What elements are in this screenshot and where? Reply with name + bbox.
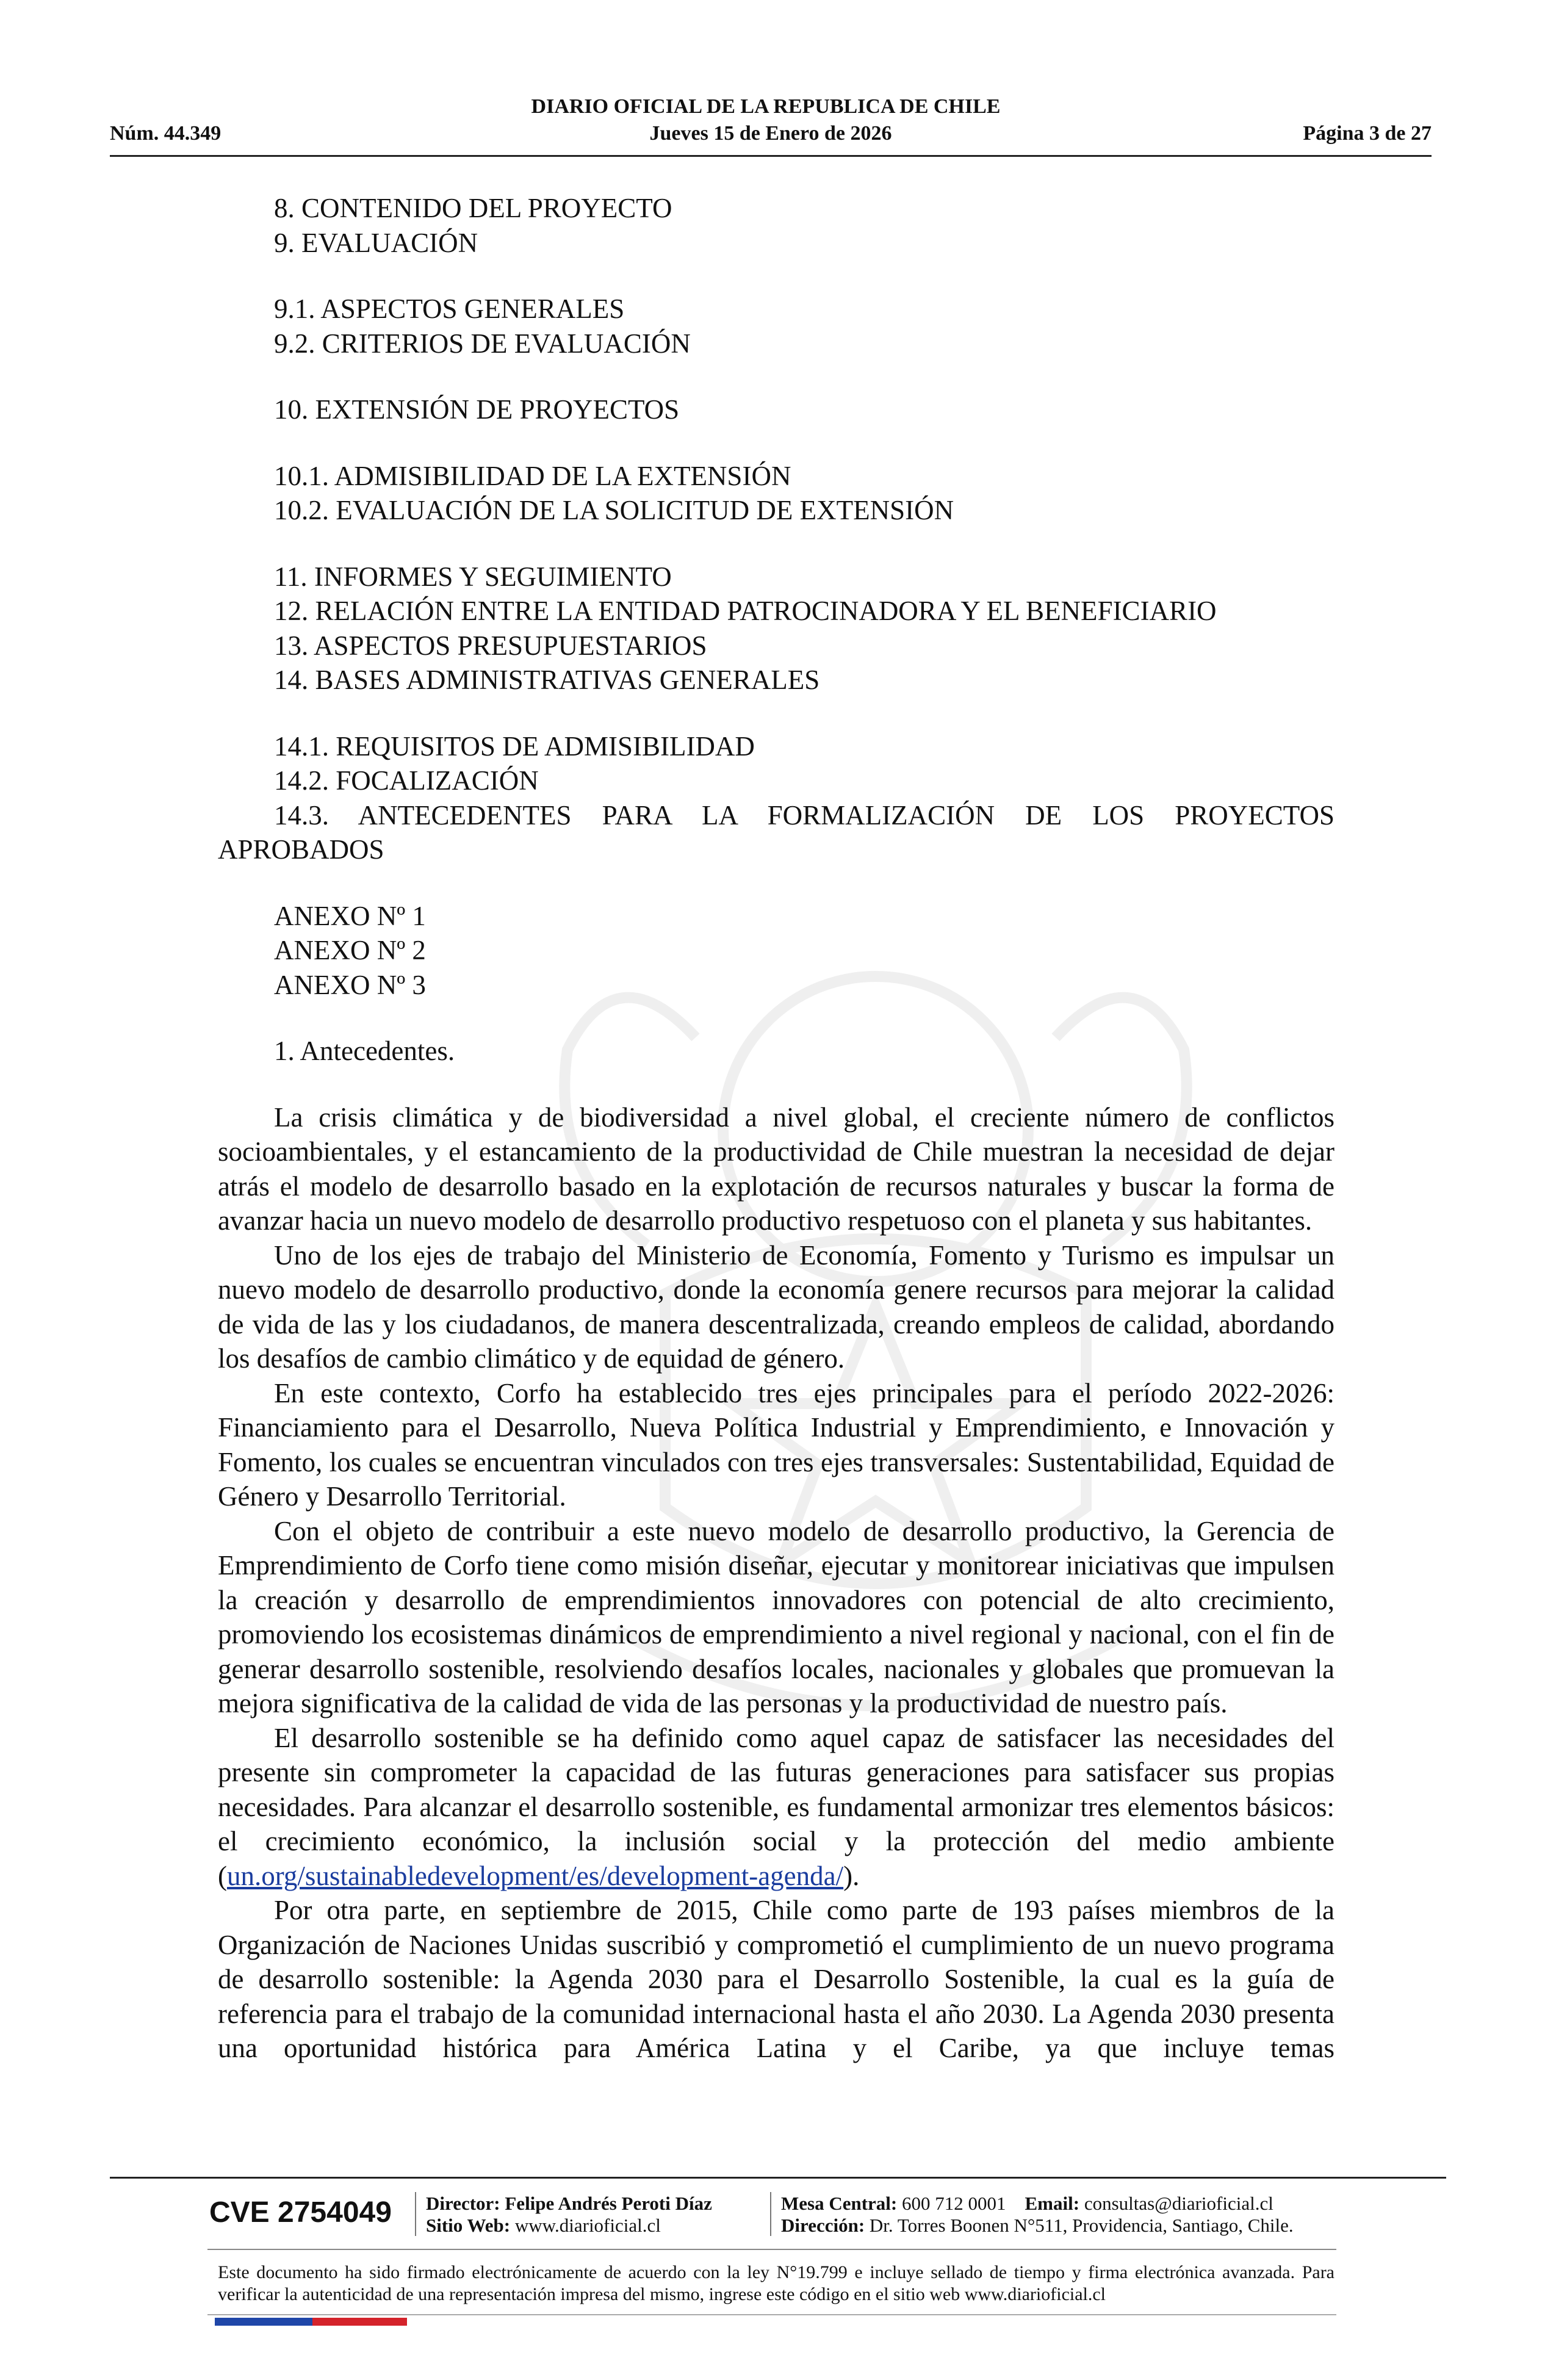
toc-item: 10.2. EVALUACIÓN DE LA SOLICITUD DE EXTENSIÓN bbox=[274, 495, 954, 525]
toc-item: 10.1. ADMISIBILIDAD DE LA EXTENSIÓN bbox=[274, 460, 791, 491]
director-label: Director: bbox=[426, 2193, 500, 2214]
footer-director-block bbox=[426, 2193, 712, 2237]
paragraph-text: El desarrollo sostenible se ha definido como aquel capaz de satisfacer las necesidades del presente sin comprometer la capacidad de las futuras generaciones para satisfacer sus propias necesidades. Para alcanzar el desarrollo sostenible, es fundamental armonizar tres elementos básicos: el crecimiento económico, la inclusión social y la protección del medio ambiente ( bbox=[218, 1722, 1334, 1891]
website-label: Sitio Web: bbox=[426, 2215, 511, 2236]
section-heading: 1. Antecedentes. bbox=[274, 1036, 455, 1066]
toc-item-14-3-line2: APROBADOS bbox=[218, 834, 384, 865]
director-name: Felipe Andrés Peroti Díaz bbox=[505, 2193, 712, 2214]
mesa-central-label: Mesa Central: bbox=[781, 2193, 898, 2214]
paragraph-sustainable-development bbox=[218, 1721, 1334, 1894]
issue-number: Núm. 44.349 bbox=[110, 122, 222, 145]
newspaper-title: DIARIO OFICIAL DE LA REPUBLICA DE CHILE bbox=[531, 95, 1001, 118]
address-label: Dirección: bbox=[781, 2215, 865, 2236]
signature-disclaimer: Este documento ha sido firmado electrónicamente de acuerdo con la ley N°19.799 e incluye sellado de tiempo y firma electrónica avanzada. Para verificar la autenticidad de una representación impresa del mismo, ingrese este código en el sitio web www.diarioficial.cl bbox=[218, 2262, 1334, 2304]
document-body bbox=[218, 191, 1334, 2066]
paragraph: Uno de los ejes de trabajo del Ministerio de Economía, Fomento y Turismo es impulsar un nuevo modelo de desarrollo productivo, donde la economía genere recursos para mejorar la calidad de vida de las y los ciudadanos, de manera descentralizada, creando empleos de calidad, abordando los desafíos de cambio climático y de equidad de género. bbox=[218, 1239, 1334, 1374]
annex-list bbox=[218, 899, 1334, 1003]
footer-separator bbox=[770, 2192, 771, 2236]
header-divider bbox=[110, 155, 1432, 157]
annex-item: ANEXO Nº 1 bbox=[274, 900, 426, 931]
toc-item-14-3-line1: 14.3. ANTECEDENTES PARA LA FORMALIZACIÓN DE LOS PROYECTOS bbox=[274, 799, 1334, 831]
footer-separator bbox=[415, 2192, 416, 2236]
annex-item: ANEXO Nº 3 bbox=[274, 969, 426, 1000]
footer-divider bbox=[207, 2314, 1336, 2315]
toc-item: 11. INFORMES Y SEGUIMIENTO bbox=[274, 561, 672, 592]
toc-item: 14. BASES ADMINISTRATIVAS GENERALES bbox=[274, 665, 820, 695]
footer-divider bbox=[110, 2177, 1446, 2179]
cve-code: CVE 2754049 bbox=[209, 2196, 392, 2229]
email-value[interactable]: consultas@diarioficial.cl bbox=[1084, 2193, 1273, 2214]
un-agenda-link[interactable]: un.org/sustainabledevelopment/es/development-agenda/ bbox=[227, 1860, 844, 1891]
toc-item: 9.1. ASPECTOS GENERALES bbox=[274, 294, 625, 324]
footer-contact-block bbox=[781, 2193, 1294, 2237]
toc-item: 8. CONTENIDO DEL PROYECTO bbox=[274, 193, 672, 223]
annex-item: ANEXO Nº 2 bbox=[274, 935, 426, 965]
flag-stripe-red bbox=[312, 2318, 407, 2326]
section-heading-block bbox=[218, 1034, 1334, 1069]
paragraph: En este contexto, Corfo ha establecido tres ejes principales para el período 2022-2026: Financiamiento para el Desarrollo, Nueva Política Industrial y Emprendimiento, e Innovación y Fomento, los cuales se encuentran vinculados con tres ejes transversales: Sustentabilidad, Equidad de Género y Desarrollo Territorial. bbox=[218, 1377, 1334, 1512]
website-value[interactable]: www.diarioficial.cl bbox=[514, 2215, 661, 2236]
toc-item: 12. RELACIÓN ENTRE LA ENTIDAD PATROCINADORA Y EL BENEFICIARIO bbox=[274, 596, 1217, 626]
toc-item: 10. EXTENSIÓN DE PROYECTOS bbox=[274, 394, 680, 425]
toc-item: 13. ASPECTOS PRESUPUESTARIOS bbox=[274, 630, 707, 661]
paragraph: Con el objeto de contribuir a este nuevo modelo de desarrollo productivo, la Gerencia de Emprendimiento de Corfo tiene como misión diseñar, ejecutar y monitorear iniciativas que impulsen la creación y desarrollo de emprendimientos innovadores con potencial de alto crecimiento, promoviendo los ecosistemas dinámicos de emprendimiento a nivel regional y nacional, con el fin de generar desarrollo sostenible, resolviendo desafíos locales, nacionales y globales que promuevan la mejora significativa de la calidad de vida de las personas y la productividad de nuestro país. bbox=[218, 1515, 1334, 1718]
toc-item: 9.2. CRITERIOS DE EVALUACIÓN bbox=[274, 328, 691, 359]
email-label: Email: bbox=[1025, 2193, 1080, 2214]
issue-date: Jueves 15 de Enero de 2026 bbox=[649, 122, 892, 145]
address-value: Dr. Torres Boonen N°511, Providencia, Santiago, Chile. bbox=[869, 2215, 1294, 2236]
paragraph: La crisis climática y de biodiversidad a nivel global, el creciente número de conflictos socioambientales, y el estancamiento de la productividad de Chile muestran la necesidad de dejar atrás el modelo de desarrollo basado en la explotación de recursos naturales y buscar la forma de avanzar hacia un nuevo modelo de desarrollo productivo respetuoso con el planeta y sus habitantes. bbox=[218, 1102, 1334, 1236]
paragraph: Por otra parte, en septiembre de 2015, Chile como parte de 193 países miembros de la Organización de Naciones Unidas suscribió y comprometió el cumplimiento de un nuevo programa de desarrollo sostenible: la Agenda 2030 para el Desarrollo Sostenible, la cual es la guía de referencia para el trabajo de la comunidad internacional hasta el año 2030. La Agenda 2030 presenta una oportunidad histórica para América Latina y el Caribe, ya que incluye temas bbox=[218, 1895, 1334, 2063]
flag-stripe-blue bbox=[215, 2318, 312, 2326]
header-row bbox=[110, 122, 1432, 149]
toc-item: 14.1. REQUISITOS DE ADMISIBILIDAD bbox=[274, 730, 755, 762]
paragraph-text-end: ). bbox=[843, 1860, 860, 1891]
toc-item-14-3 bbox=[218, 798, 1334, 867]
toc-item: 14.2. FOCALIZACIÓN bbox=[274, 765, 539, 796]
mesa-central-value: 600 712 0001 bbox=[902, 2193, 1006, 2214]
table-of-contents bbox=[218, 191, 1334, 798]
page-number: Página 3 de 27 bbox=[1303, 122, 1432, 145]
toc-item: 9. EVALUACIÓN bbox=[274, 227, 478, 258]
footer-divider bbox=[207, 2249, 1336, 2250]
